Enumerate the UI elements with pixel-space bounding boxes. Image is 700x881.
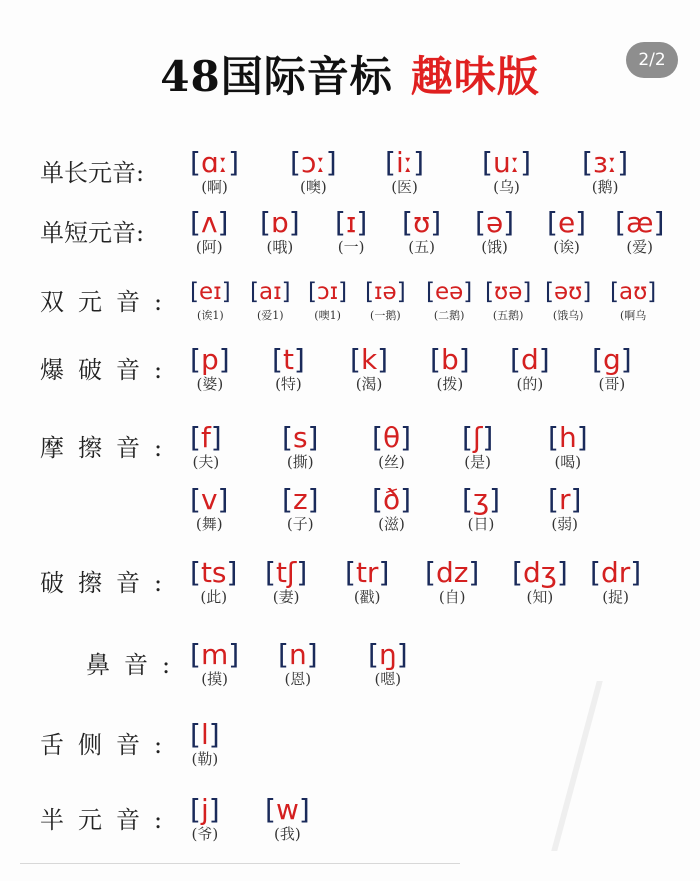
phoneme-item xyxy=(282,418,318,472)
phoneme-item xyxy=(512,553,568,607)
ipa-symbol: [ʃ] xyxy=(462,421,494,454)
phoneme-item xyxy=(610,272,656,326)
chinese-hint: (特) xyxy=(275,375,302,393)
chinese-hint: (是) xyxy=(464,453,491,471)
phoneme-item xyxy=(190,790,220,844)
chinese-hint: (子) xyxy=(286,515,314,533)
row-label: 爆破音: xyxy=(40,356,177,384)
ipa-symbol: [aʊ] xyxy=(610,279,657,305)
chinese-hint: (爷) xyxy=(191,825,219,843)
chinese-hint: (啊乌 xyxy=(619,309,647,322)
phoneme-item xyxy=(265,553,307,607)
ipa-symbol: [ɪ] xyxy=(335,206,368,239)
ipa-symbol: [w] xyxy=(265,793,310,826)
chinese-hint: (医) xyxy=(391,178,418,196)
phoneme-item xyxy=(250,272,291,326)
ipa-symbol: [g] xyxy=(592,343,632,376)
chinese-hint: (渴) xyxy=(355,375,383,393)
chinese-hint: (撕) xyxy=(286,453,314,471)
chinese-hint: (爱) xyxy=(626,238,654,256)
chinese-hint: (五鹅) xyxy=(492,309,524,322)
chinese-hint: (摸) xyxy=(201,670,228,688)
ipa-symbol: [iː] xyxy=(385,146,425,179)
phoneme-item xyxy=(308,272,347,326)
ipa-symbol: [ɑː] xyxy=(190,146,240,179)
phoneme-item xyxy=(190,715,220,769)
phoneme-item xyxy=(282,480,319,534)
chinese-hint: (一) xyxy=(337,238,365,256)
ipa-symbol: [s] xyxy=(282,421,319,454)
phoneme-item xyxy=(462,480,500,534)
chinese-hint: (滋) xyxy=(378,515,405,533)
ipa-symbol: [b] xyxy=(430,343,470,376)
chinese-hint: (妻) xyxy=(272,588,300,606)
phoneme-item xyxy=(368,635,408,689)
chinese-hint: (哥) xyxy=(598,375,626,393)
chinese-hint: (诶1) xyxy=(197,309,224,322)
phoneme-item xyxy=(190,480,228,534)
ipa-symbol: [z] xyxy=(282,483,319,516)
chinese-hint: (自) xyxy=(438,588,466,606)
chinese-hint: (啊) xyxy=(201,178,228,196)
row-label: 舌侧音: xyxy=(40,731,177,759)
title-accent: 趣味版 xyxy=(410,52,540,101)
phoneme-item xyxy=(372,480,411,534)
phoneme-item xyxy=(190,203,228,257)
phoneme-item xyxy=(350,340,388,394)
phoneme-item xyxy=(430,340,470,394)
ipa-symbol: [dz] xyxy=(425,556,480,589)
watermark-mark xyxy=(551,681,693,851)
chinese-hint: (舞) xyxy=(195,515,223,533)
ipa-symbol: [tr] xyxy=(345,556,390,589)
phoneme-item xyxy=(510,340,550,394)
ipa-symbol: [əʊ] xyxy=(545,279,592,305)
phoneme-item xyxy=(190,635,239,689)
chinese-hint: (饿乌) xyxy=(552,309,584,322)
phoneme-item xyxy=(426,272,472,326)
row-label: 鼻音: xyxy=(86,651,185,679)
ipa-symbol: [d] xyxy=(510,343,550,376)
phoneme-item xyxy=(615,203,664,257)
phoneme-item xyxy=(272,340,305,394)
ipa-symbol: [j] xyxy=(190,793,220,826)
ipa-symbol: [k] xyxy=(350,343,389,376)
ipa-symbol: [dr] xyxy=(590,556,642,589)
phoneme-item xyxy=(265,790,310,844)
phoneme-item xyxy=(475,203,514,257)
phoneme-item xyxy=(425,553,479,607)
chinese-hint: (噢) xyxy=(299,178,327,196)
ipa-symbol: [æ] xyxy=(615,206,665,239)
chinese-hint: (乌) xyxy=(493,178,520,196)
ipa-symbol: [θ] xyxy=(372,421,412,454)
chinese-hint: (鹅) xyxy=(591,178,619,196)
phoneme-item xyxy=(372,418,411,472)
chinese-hint: (捉) xyxy=(602,588,629,606)
ipa-symbol: [eɪ] xyxy=(190,279,231,305)
phoneme-item xyxy=(260,203,300,257)
ipa-symbol: [eə] xyxy=(426,279,473,305)
ipa-symbol: [ɜː] xyxy=(582,146,629,179)
ipa-symbol: [m] xyxy=(190,638,240,671)
ipa-symbol: [n] xyxy=(278,638,318,671)
chinese-hint: (哦) xyxy=(266,238,294,256)
phoneme-item xyxy=(345,553,389,607)
chinese-hint: (弱) xyxy=(551,515,579,533)
phoneme-item xyxy=(402,203,441,257)
row-label: 摩擦音: xyxy=(40,434,177,462)
phoneme-item xyxy=(190,143,239,197)
ipa-symbol: [f] xyxy=(190,421,222,454)
ipa-symbol: [ts] xyxy=(190,556,238,589)
title-main: 48国际音标 xyxy=(160,52,393,101)
ipa-symbol: [tʃ] xyxy=(265,556,308,589)
phoneme-item xyxy=(190,340,230,394)
phoneme-item xyxy=(335,203,367,257)
phoneme-item xyxy=(582,143,628,197)
phoneme-item xyxy=(365,272,406,326)
phoneme-item xyxy=(548,480,581,534)
phoneme-item xyxy=(548,418,588,472)
ipa-symbol: [aɪ] xyxy=(250,279,291,305)
ipa-symbol: [p] xyxy=(190,343,230,376)
phoneme-item xyxy=(485,272,531,326)
phoneme-item xyxy=(385,143,424,197)
chinese-hint: (喝) xyxy=(554,453,582,471)
chinese-hint: (勒) xyxy=(191,750,219,768)
row-label: 双元音: xyxy=(40,288,177,316)
chinese-hint: (此) xyxy=(200,588,228,606)
ipa-symbol: [t] xyxy=(272,343,305,376)
row-label: 单短元音: xyxy=(40,219,145,247)
phoneme-item xyxy=(190,553,237,607)
ipa-symbol: [e] xyxy=(547,206,587,239)
phoneme-item xyxy=(545,272,591,326)
row-label: 破擦音: xyxy=(40,569,177,597)
phoneme-item xyxy=(278,635,318,689)
ipa-symbol: [dʒ] xyxy=(512,556,568,589)
phoneme-item xyxy=(592,340,632,394)
ipa-symbol: [ʌ] xyxy=(190,206,229,239)
ipa-symbol: [ə] xyxy=(475,206,515,239)
chinese-hint: (日) xyxy=(467,515,495,533)
chinese-hint: (知) xyxy=(526,588,554,606)
chinese-hint: (丝) xyxy=(378,453,405,471)
ipa-symbol: [v] xyxy=(190,483,229,516)
chinese-hint: (五) xyxy=(408,238,435,256)
phoneme-item xyxy=(190,418,222,472)
chinese-hint: (一鹅) xyxy=(370,309,401,322)
chinese-hint: (阿) xyxy=(195,238,223,256)
ipa-symbol: [ʊ] xyxy=(402,206,442,239)
chinese-hint: (婆) xyxy=(196,375,224,393)
phoneme-item xyxy=(590,553,641,607)
row-label: 半元音: xyxy=(40,806,177,834)
page-title xyxy=(0,44,700,104)
ipa-symbol: [ŋ] xyxy=(368,638,408,671)
row-label: 单长元音: xyxy=(40,159,145,187)
divider xyxy=(20,863,460,864)
ipa-symbol: [ɔɪ] xyxy=(308,279,348,305)
phoneme-item xyxy=(290,143,337,197)
chinese-hint: (恩) xyxy=(284,670,312,688)
ipa-symbol: [ɪə] xyxy=(365,279,406,305)
ipa-symbol: [ʒ] xyxy=(462,483,501,516)
chinese-hint: (夫) xyxy=(192,453,220,471)
chinese-hint: (戳) xyxy=(353,588,381,606)
ipa-symbol: [uː] xyxy=(482,146,532,179)
chinese-hint: (我) xyxy=(274,825,301,843)
phoneme-item xyxy=(462,418,493,472)
chinese-hint: (的) xyxy=(516,375,544,393)
chinese-hint: (噢1) xyxy=(314,309,341,322)
chinese-hint: (嗯) xyxy=(374,670,402,688)
phoneme-item xyxy=(190,272,231,326)
chinese-hint: (诶) xyxy=(553,238,580,256)
ipa-symbol: [ʊə] xyxy=(485,279,532,305)
ipa-symbol: [ɒ] xyxy=(260,206,300,239)
chinese-hint: (拨) xyxy=(436,375,464,393)
phoneme-item xyxy=(547,203,586,257)
phoneme-item xyxy=(482,143,531,197)
page-indicator[interactable]: 2/2 xyxy=(626,42,678,78)
ipa-symbol: [l] xyxy=(190,718,220,751)
ipa-symbol: [ð] xyxy=(372,483,412,516)
ipa-symbol: [r] xyxy=(548,483,582,516)
ipa-symbol: [h] xyxy=(548,421,588,454)
chinese-hint: (爱1) xyxy=(257,309,284,322)
chinese-hint: (二鹅) xyxy=(433,309,465,322)
ipa-symbol: [ɔː] xyxy=(290,146,337,179)
chinese-hint: (饿) xyxy=(481,238,508,256)
